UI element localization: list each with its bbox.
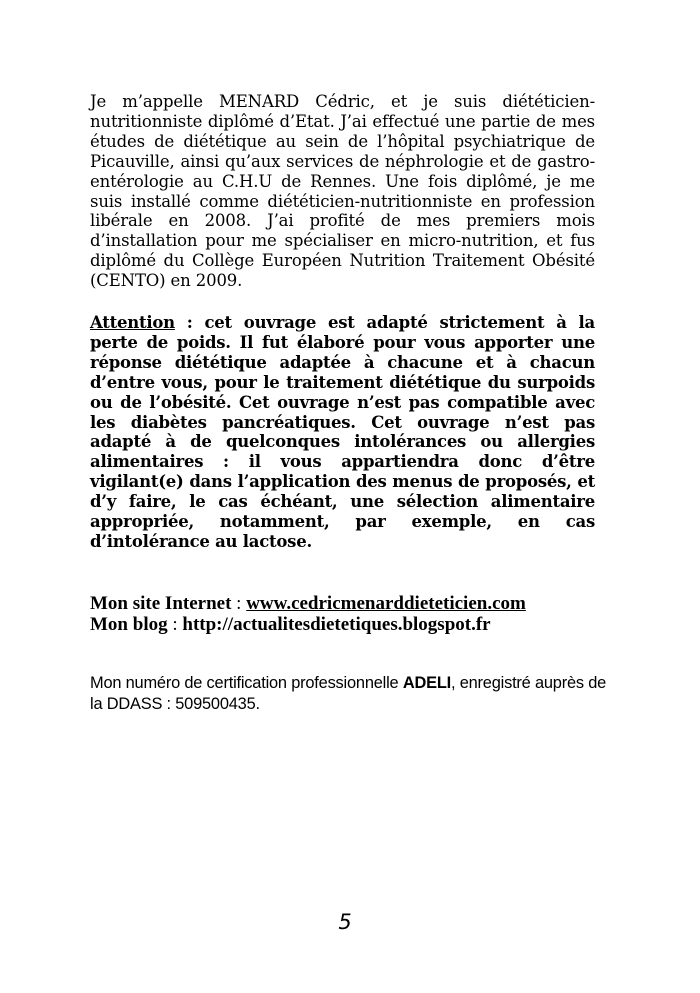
certification-paragraph bbox=[90, 673, 615, 715]
website-link[interactable]: www.cedricmenarddieteticien.com bbox=[246, 593, 526, 614]
warning-text: : cet ouvrage est adapté strictement à la perte de poids. Il fut élaboré pour vous apporter une réponse diététique adaptée à chacune et à chacun d’entre vous, pour le traitement diététique du surpoids ou de l’obésité. Cet ouvrage n’est pas compatible avec les diabètes pancréatiques. Cet ouvrage n’est pas adapté à de quelconques intolérances ou allergies alimentaires : il vous appartiendra donc d’être vigilant(e) dans l’application des menus de proposés, et d’y faire, le cas échéant, une sélection alimentaire appropriée, notamment, par exemple, en cas d’intolérance au lactose bbox=[90, 313, 595, 551]
author-introduction-text: Je m’appelle MENARD Cédric, et je suis diététicien-nutritionniste diplômé d’Etat. J’ai effectué une partie de mes études de diététique au sein de l’hôpital psychiatrique de Picauville, ainsi qu’aux services de néphrologie et de gastro-entérologie au C.H.U de Rennes. Une fois diplômé, je me suis installé comme diététicien-nutritionniste en profession libérale en 2008. J’ai profité de mes premiers mois d’installation pour me spécialiser en micro-nutrition, et fus diplômé du Collège Européen Nutrition Traitement Obésité (CENTO) en 2009. bbox=[90, 92, 595, 291]
website-line bbox=[90, 593, 630, 614]
blog-link[interactable]: http://actualitesdietetiques.blogspot.fr bbox=[182, 614, 491, 635]
website-separator: : bbox=[231, 593, 247, 614]
blog-separator: : bbox=[167, 614, 183, 635]
certification-code-label: ADELI bbox=[402, 674, 451, 692]
blog-line bbox=[90, 614, 630, 635]
page-number: 5 bbox=[338, 910, 352, 934]
author-introduction-paragraph bbox=[90, 92, 595, 291]
warning-label: Attention bbox=[90, 313, 175, 332]
certification-text-after: , enregistré auprès de la DDASS : 509500435. bbox=[90, 674, 607, 713]
blog-label: Mon blog bbox=[90, 614, 168, 635]
contact-block bbox=[90, 593, 630, 635]
warning-paragraph: Attention : cet ouvrage est adapté strictement à la perte de poids. Il fut élaboré pour vous apporter une réponse diététique adaptée à chacune et à chacun d’entre vous, pour le traitement diététique du surpoids ou de l’obésité. Cet ouvrage n’est pas compatible avec les diabètes pancréatiques. Cet ouvrage n’est pas adapté à de quelconques intolérances ou allergies alimentaires : il vous appartiendra donc d’être vigilant(e) dans l’application des menus de proposés, et d’y faire, le cas échéant, une sélection alimentaire appropriée, notamment, par exemple, en cas d’intolérance au lactose. bbox=[90, 313, 595, 551]
certification-text-before: Mon numéro de certification professionnelle bbox=[90, 674, 403, 692]
website-label: Mon site Internet bbox=[90, 593, 232, 614]
